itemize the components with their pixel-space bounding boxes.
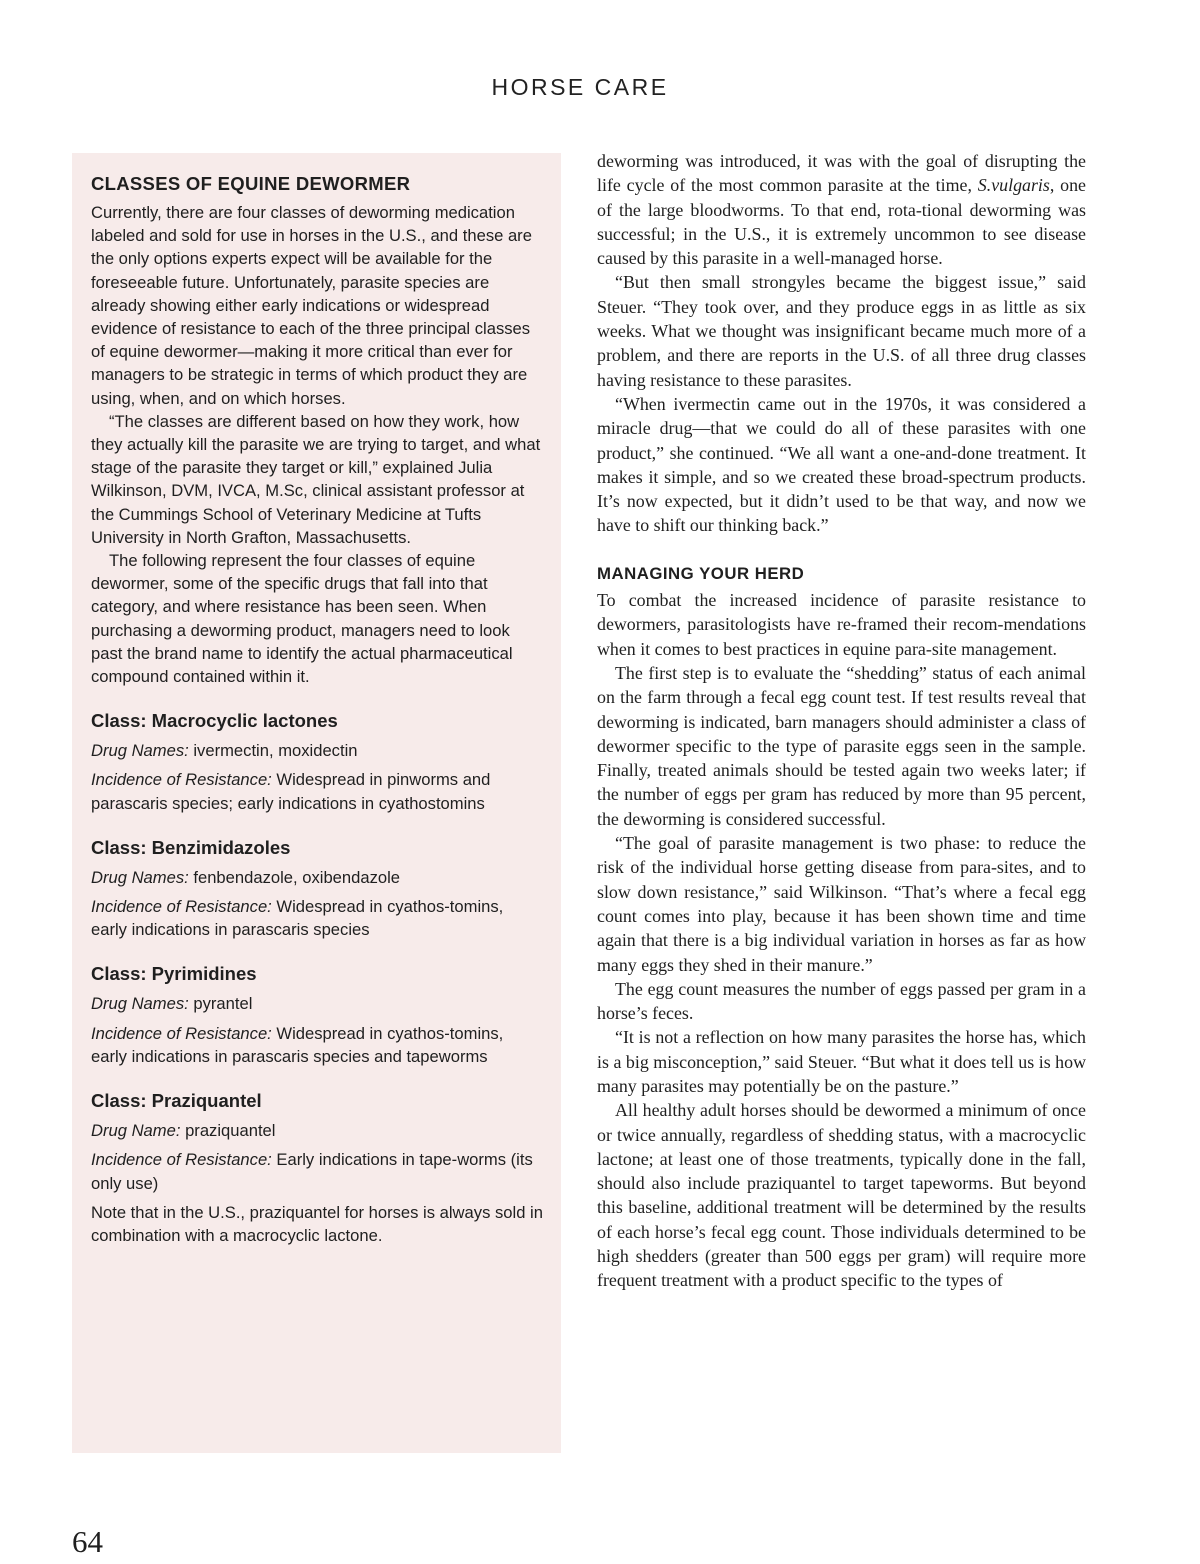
section-header: HORSE CARE <box>491 74 669 100</box>
sidebar-title: CLASSES OF EQUINE DEWORMER <box>91 173 411 194</box>
class-title: Class: Praziquantel <box>91 1090 262 1112</box>
article-paragraph: All healthy adult horses should be dewormed a minimum of once or twice annually, regardless of shedding status, with a macrocyclic lactone; at least one of those treatments, typically done in the fall, should also include praziquantel to target tapeworms. But beyond this baseline, additional treatment will be determined by the results of each horse’s fecal egg count. Those individuals determined to be high shedders (greater than 500 eggs per gram) will require more frequent treatment with a product specific to the types of <box>597 1100 1086 1291</box>
resistance-label: Incidence of Resistance: <box>91 1150 272 1170</box>
drug-names <box>91 739 543 762</box>
article-column <box>597 149 1086 1293</box>
class-praziquantel <box>91 1090 543 1195</box>
drug-names-value: praziquantel <box>180 1121 276 1141</box>
article-text: deworming was introduced, it was with the goal of disrupting the life cycle of the most common parasite at the time, <box>597 151 1086 196</box>
article-paragraph: “But then small strongyles became the biggest issue,” said Steuer. “They took over, and they produce eggs in as little as six weeks. What we thought was insignificant became much more of a problem, and there are reports in the U.S. of all three drug classes having resistance to these parasites. <box>597 272 1086 390</box>
resistance-value: Widespread in cyathos-tomins, early indications in parascaris species <box>91 897 504 940</box>
article-text: , one of the large bloodworms. To that end, rota-tional deworming was successful; in the U.S., it is extremely uncommon to see disease caused by this parasite in a well-managed horse. <box>597 175 1087 269</box>
class-title: Class: Benzimidazoles <box>91 836 291 858</box>
article-paragraph: The egg count measures the number of eggs passed per gram in a horse’s feces. <box>597 978 1086 1024</box>
sidebar-paragraph: Currently, there are four classes of deworming medication labeled and sold for use in horses in the U.S., and these are the only options experts expect will be available for the foreseeable future. Unfortunately, parasite species are already showing either early indications or widespread evidence of resistance to each of the three principal classes of equine dewormer—making it more critical than ever for managers to be strategic in terms of which product they are using, when, and on which horses. <box>91 203 532 408</box>
drug-names <box>91 992 543 1015</box>
sidebar-paragraph: “The classes are different based on how they work, how they actually kill the parasite we are trying to target, and what stage of the parasite they target or kill,” explained Julia Wilkinson, DVM, IVCA, M.Sc, clinical assistant professor at the Cummings School of Veterinary Medicine at Tufts University in North Grafton, Massachusetts. <box>91 411 541 547</box>
drug-names-label: Drug Name: <box>91 1121 181 1141</box>
dewormer-classes-sidebar <box>72 153 561 1453</box>
class-pyrimidines <box>91 963 543 1068</box>
drug-names-value: fenbendazole, oxibendazole <box>188 867 401 887</box>
species-name: S.vulgaris <box>977 175 1050 196</box>
resistance <box>91 895 543 941</box>
drug-names <box>91 1119 543 1142</box>
resistance-label: Incidence of Resistance: <box>91 770 272 790</box>
resistance-value: Early indications in tape-worms (its only use) <box>91 1150 533 1193</box>
page-number: 64 <box>72 1524 103 1559</box>
article-paragraph: “It is not a reflection on how many parasites the horse has, which is a big misconception,” said Steuer. “But what it does tell us is how many parasites may potentially be on the pasture.” <box>597 1027 1086 1096</box>
drug-names <box>91 866 543 889</box>
resistance <box>91 1022 543 1068</box>
sidebar-paragraph: The following represent the four classes of equine dewormer, some of the specific drugs that fall into that category, and where resistance has been seen. When purchasing a deworming product, managers need to look past the brand name to identify the actual pharmaceutical compound contained within it. <box>91 551 513 687</box>
class-benzimidazoles <box>91 837 543 942</box>
resistance <box>91 768 543 814</box>
article-paragraph: To combat the increased incidence of parasite resistance to dewormers, parasitologists have re-framed their recom-mendations when it comes to best practices in equine para-site management. <box>597 590 1086 659</box>
resistance-label: Incidence of Resistance: <box>91 897 272 917</box>
drug-names-label: Drug Names: <box>91 867 189 887</box>
sidebar-note: Note that in the U.S., praziquantel for horses is always sold in combination with a macrocyclic lactone. <box>91 1202 543 1245</box>
article-paragraph: “The goal of parasite management is two phase: to reduce the risk of the individual horse getting disease from para-sites, and to slow down resistance,” said Wilkinson. “That’s where a fecal egg count comes into play, because it has been shown time and time again that there is a big individual variation in horses as far as how many eggs they shed in their manure.” <box>597 833 1086 975</box>
resistance-value: Widespread in pinworms and parascaris species; early indications in cyathostomins <box>91 770 491 813</box>
article-paragraph: “When ivermectin came out in the 1970s, it was considered a miracle drug—that we could do all of these parasites with one product,” she continued. “We all want a one-and-done treatment. It makes it simple, and so we created these broad-spectrum products. It’s now expected, but it didn’t used to be that way, and now we have to shift our thinking back.” <box>597 393 1086 536</box>
resistance <box>91 1148 543 1194</box>
drug-names-value: pyrantel <box>188 994 253 1014</box>
article-paragraph <box>597 149 1086 270</box>
drug-names-label: Drug Names: <box>91 741 189 761</box>
class-macrocyclic-lactones <box>91 710 543 815</box>
resistance-value: Widespread in cyathos-tomins, early indications in parascaris species and tapeworms <box>91 1023 504 1066</box>
article-paragraph: The first step is to evaluate the “shedding” status of each animal on the farm through a fecal egg count test. If test results reveal that deworming is indicated, barn managers should administer a class of dewormer specific to the type of parasite eggs seen in the sample. Finally, treated animals should be tested again two weeks later; if the number of eggs per gram has reduced by more than 95 percent, the deworming is considered successful. <box>597 662 1086 829</box>
resistance-label: Incidence of Resistance: <box>91 1023 272 1043</box>
drug-names-value: ivermectin, moxidectin <box>188 741 358 761</box>
class-title: Class: Pyrimidines <box>91 963 257 985</box>
article-subhead: MANAGING YOUR HERD <box>597 563 805 583</box>
drug-names-label: Drug Names: <box>91 994 189 1014</box>
class-title: Class: Macrocyclic lactones <box>91 710 338 732</box>
